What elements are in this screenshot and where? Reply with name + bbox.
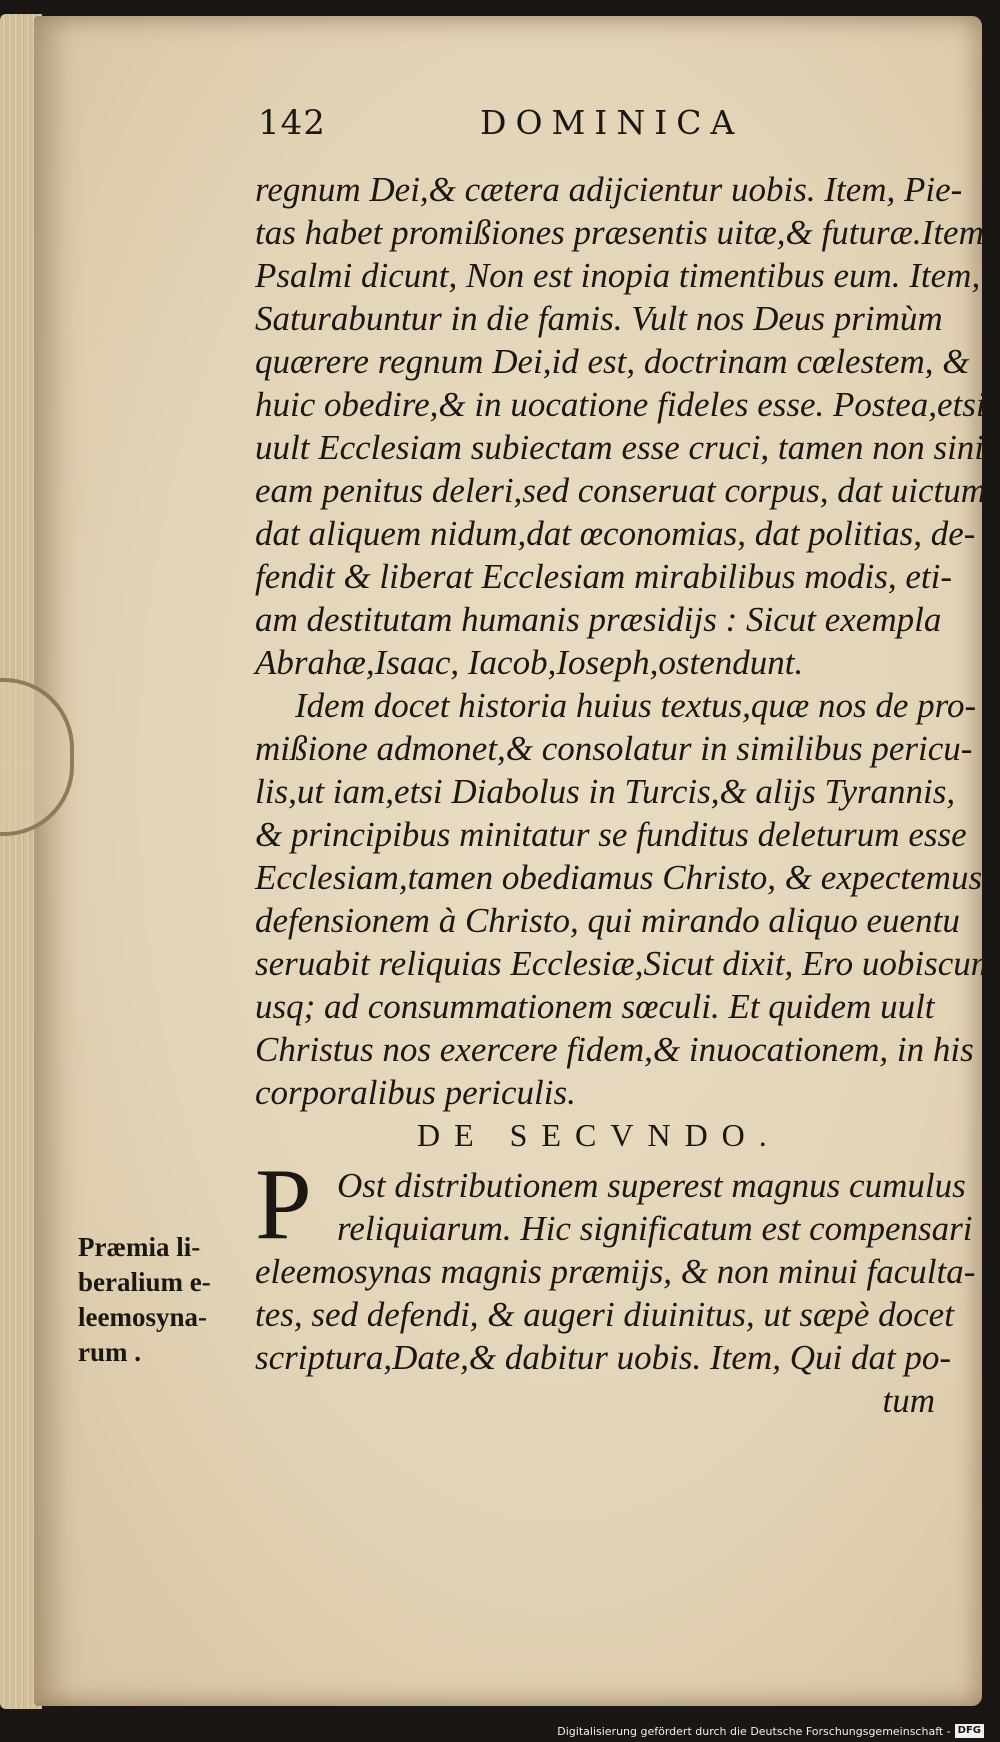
text-line: regnum Dei,& cætera adijcientur uobis. Item, Pie- xyxy=(255,170,963,209)
dfg-logo-icon: DFG xyxy=(955,1724,984,1738)
text-line: dat aliquem nidum,dat œconomias, dat politias, de- xyxy=(255,514,976,553)
catchword: tum xyxy=(882,1381,935,1420)
page-number: 142 xyxy=(258,103,326,143)
main-text xyxy=(255,168,997,1422)
text-line: fendit & liberat Ecclesiam mirabilibus modis, eti- xyxy=(255,557,953,596)
drop-line-text: Ost distributionem superest magnus cumulus xyxy=(337,1166,966,1205)
text-line: eam penitus deleri,sed conseruat corpus, dat uictum, xyxy=(255,471,995,510)
text-line: Psalmi dicunt, Non est inopia timentibus eum. Item, xyxy=(255,256,981,295)
text-line: mißione admonet,& consolatur in similibus pericu- xyxy=(255,729,973,768)
digitization-credit xyxy=(557,1724,984,1738)
text-line xyxy=(255,1207,975,1250)
drop-line-text: reliquiarum. Hic significatum est compensari xyxy=(337,1209,973,1248)
marginal-note-line: rum . xyxy=(78,1337,141,1367)
text-line: Abrahæ,Isaac, Iacob,Ioseph,ostendunt. xyxy=(255,643,804,682)
text-line: defensionem à Christo, qui mirando aliquo euentu xyxy=(255,901,960,940)
running-head: DOMINICA xyxy=(480,103,744,142)
text-line: Ecclesiam,tamen obediamus Christo, & expectemus xyxy=(255,858,983,897)
credit-text: Digitalisierung gefördert durch die Deutsche Forschungsgemeinschaft - xyxy=(557,1724,951,1738)
text-line: usq; ad consummationem sœculi. Et quidem uult xyxy=(255,987,935,1026)
text-line: lis,ut iam,etsi Diabolus in Turcis,& alijs Tyrannis, xyxy=(255,772,956,811)
text-line: Saturabuntur in die famis. Vult nos Deus primùm xyxy=(255,299,943,338)
marginal-note-line: Præmia li- xyxy=(78,1232,201,1262)
text-line: uult Ecclesiam subiectam esse cruci, tamen non sinit xyxy=(255,428,994,467)
drop-cap: P xyxy=(255,1148,312,1261)
text-line: & principibus minitatur se funditus deleturum esse xyxy=(255,815,967,854)
text-line: eleemosynas magnis præmijs, & non minui faculta- xyxy=(255,1252,976,1291)
marginal-note-line: leemosyna- xyxy=(78,1302,207,1332)
marginal-note-line: beralium e- xyxy=(78,1267,211,1297)
section-heading: DE SECVNDO. xyxy=(417,1117,781,1153)
text-line: Christus nos exercere fidem,& inuocationem, in his xyxy=(255,1030,974,1069)
text-line: Idem docet historia huius textus,quæ nos de pro- xyxy=(295,686,977,725)
text-line: seruabit reliquias Ecclesiæ,Sicut dixit, Ero uobiscum xyxy=(255,944,997,983)
marginal-note xyxy=(78,1230,228,1370)
text-line: quærere regnum Dei,id est, doctrinam cœlestem, & xyxy=(255,342,970,381)
text-line: scriptura,Date,& dabitur uobis. Item, Qui dat po- xyxy=(255,1338,952,1377)
text-line: tes, sed defendi, & augeri diuinitus, ut sæpè docet xyxy=(255,1295,954,1334)
text-line: tas habet promißiones præsentis uitæ,& futuræ.Item xyxy=(255,213,984,252)
text-line: corporalibus periculis. xyxy=(255,1073,576,1112)
text-line: huic obedire,& in uocatione fideles esse. Postea,etsi xyxy=(255,385,986,424)
text-line: am destitutam humanis præsidijs : Sicut exempla xyxy=(255,600,942,639)
